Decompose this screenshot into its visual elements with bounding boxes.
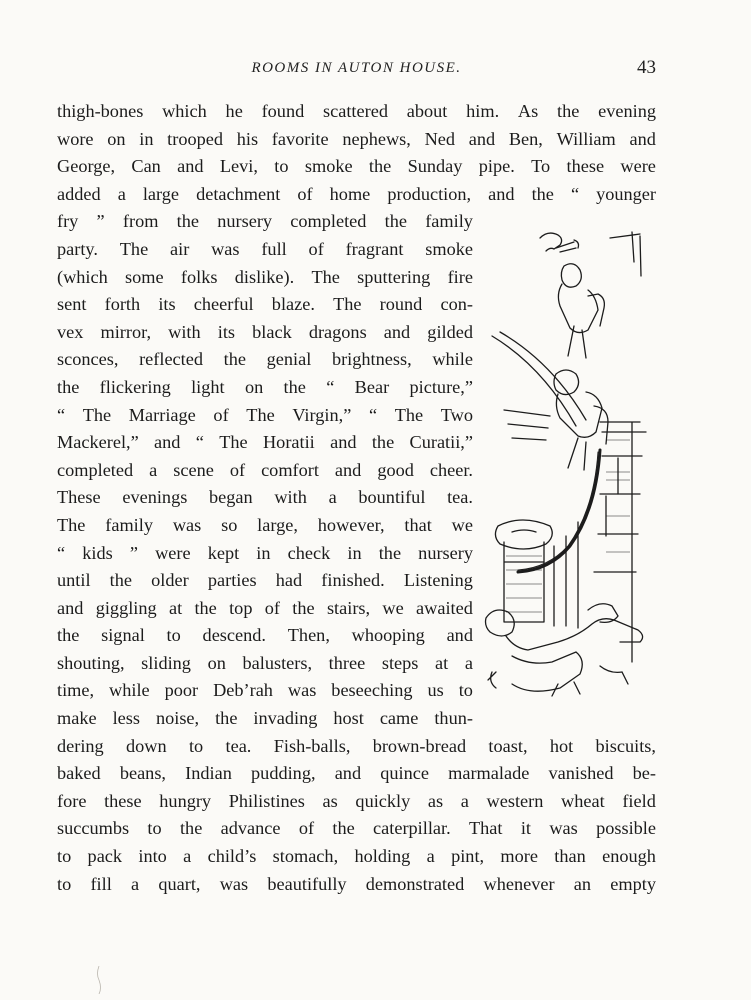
- word: fragrant: [345, 238, 404, 259]
- word: kids: [82, 542, 113, 563]
- word: cheer.: [429, 459, 473, 480]
- word: evenings: [122, 487, 188, 508]
- word: to: [166, 625, 181, 646]
- word: “: [57, 404, 66, 425]
- word: noise,: [155, 708, 200, 729]
- word: Bear: [354, 376, 390, 397]
- word: into: [138, 846, 167, 867]
- word: vex: [57, 321, 84, 342]
- word: three: [328, 652, 366, 673]
- word: quart,: [158, 873, 201, 894]
- word: we: [451, 514, 473, 535]
- text-line: [57, 677, 473, 705]
- word: toast,: [488, 735, 528, 756]
- word: enough: [602, 846, 656, 867]
- word: vanished: [548, 763, 614, 784]
- word: were: [155, 542, 191, 563]
- word: “: [570, 183, 580, 204]
- word: William: [556, 128, 616, 149]
- word: round: [379, 294, 423, 315]
- text-line: [57, 236, 473, 264]
- word: blaze.: [271, 294, 315, 315]
- word: sliding: [141, 652, 191, 673]
- word: and: [468, 128, 496, 149]
- word: descend.: [202, 625, 266, 646]
- word: biscuits,: [595, 735, 656, 756]
- word: scattered: [323, 101, 388, 121]
- word: (which: [57, 266, 108, 287]
- word: demonstrated: [365, 873, 465, 894]
- word: picture,”: [409, 376, 473, 397]
- text-line: [57, 595, 473, 623]
- word: The: [246, 404, 275, 425]
- word: Indian: [185, 763, 232, 784]
- text-line: [57, 788, 656, 816]
- illustration-children-sliding-banister: [482, 226, 654, 704]
- word: sputtering: [357, 266, 431, 287]
- word: came: [379, 708, 419, 729]
- text-line: [57, 319, 473, 347]
- word: the: [179, 818, 203, 839]
- word: a: [149, 459, 158, 480]
- text-line: [57, 346, 473, 374]
- word: fill: [90, 873, 112, 894]
- word: with: [168, 321, 201, 342]
- text-line: [57, 871, 656, 899]
- word: added: [57, 183, 101, 204]
- word: As: [517, 101, 539, 121]
- word: Listening: [403, 570, 473, 591]
- word: cheerful: [193, 294, 254, 315]
- word: to: [57, 846, 72, 867]
- word: folks: [180, 266, 218, 287]
- text-line: [57, 457, 473, 485]
- word: Deb’rah: [213, 680, 273, 701]
- text-line: [57, 540, 473, 568]
- word: was: [287, 680, 317, 701]
- word: the: [176, 211, 199, 232]
- engraving-drawing: [482, 226, 654, 704]
- word: sent: [57, 294, 87, 315]
- text-line: [57, 208, 473, 236]
- word: an: [573, 873, 592, 894]
- word: quince: [380, 763, 429, 784]
- word: to: [274, 156, 289, 177]
- word: pipe.: [478, 156, 515, 177]
- word: forth: [104, 294, 141, 315]
- word: dering: [57, 735, 104, 756]
- word: the: [215, 708, 238, 729]
- word: Two: [440, 404, 473, 425]
- word: ”: [96, 211, 105, 232]
- word: wore: [57, 128, 94, 149]
- word: family: [425, 211, 473, 232]
- word: and: [488, 183, 515, 204]
- word: younger: [596, 183, 656, 204]
- word: of: [297, 183, 313, 204]
- word: genial: [266, 349, 312, 370]
- word: smoke: [304, 156, 353, 177]
- word: as: [322, 790, 338, 811]
- word: whooping: [351, 625, 425, 646]
- word: dislike).: [234, 266, 295, 287]
- word: of: [264, 597, 280, 618]
- word: family: [105, 514, 153, 535]
- word: nursery: [418, 542, 473, 563]
- word: a: [328, 487, 337, 508]
- word: stomach,: [272, 846, 339, 867]
- word: until: [57, 570, 91, 591]
- word: and: [57, 597, 84, 618]
- word: and: [154, 432, 181, 453]
- word: field: [622, 790, 656, 811]
- page-header: [57, 57, 656, 88]
- word: to: [57, 873, 72, 894]
- word: hot: [549, 735, 574, 756]
- text-line: [57, 733, 656, 761]
- word: the: [109, 570, 133, 591]
- text-line: [57, 429, 473, 457]
- word: “: [195, 432, 204, 453]
- word: party.: [57, 238, 98, 259]
- word: of: [308, 238, 324, 259]
- word: with: [274, 487, 307, 508]
- word: awaited: [416, 597, 473, 618]
- word: good: [377, 459, 414, 480]
- word: these: [566, 156, 605, 177]
- word: Ned: [424, 128, 456, 149]
- text-line: [57, 402, 473, 430]
- word: from: [122, 211, 159, 232]
- word: time,: [57, 680, 95, 701]
- word: parties: [207, 570, 257, 591]
- word: in: [139, 128, 154, 149]
- text-line: [57, 181, 656, 209]
- word: which: [162, 101, 207, 121]
- word: thigh-bones: [57, 101, 144, 121]
- text-line: [57, 512, 473, 540]
- word: to: [188, 735, 204, 756]
- word: favorite: [271, 128, 329, 149]
- word: succumbs: [57, 818, 130, 839]
- word: gilded: [427, 321, 473, 342]
- word: about: [406, 101, 448, 121]
- word: con-: [440, 294, 473, 315]
- word: brown-bread: [372, 735, 467, 756]
- word: were: [620, 156, 656, 177]
- word: the: [57, 376, 80, 397]
- word: fry: [57, 211, 79, 232]
- word: these: [104, 790, 142, 811]
- word: empty: [610, 873, 656, 894]
- word: and: [383, 321, 411, 342]
- text-line: [57, 98, 656, 126]
- word: light: [191, 376, 225, 397]
- word: we: [382, 597, 404, 618]
- word: a: [426, 846, 435, 867]
- word: and: [334, 763, 362, 784]
- word: hungry: [159, 790, 212, 811]
- word: check: [287, 542, 331, 563]
- word: the: [378, 542, 402, 563]
- word: the: [368, 156, 392, 177]
- word: Levi,: [219, 156, 258, 177]
- word: beseeching: [331, 680, 413, 701]
- word: tea.: [447, 487, 473, 508]
- word: smoke: [425, 238, 473, 259]
- word: found: [261, 101, 305, 121]
- word: a: [131, 873, 140, 894]
- word: child’s: [207, 846, 257, 867]
- word: quickly: [355, 790, 411, 811]
- word: on: [207, 652, 226, 673]
- word: top: [229, 597, 253, 618]
- text-line: [57, 650, 473, 678]
- word: pudding,: [251, 763, 316, 784]
- word: nursery: [217, 211, 273, 232]
- word: finished.: [321, 570, 385, 591]
- word: and: [334, 459, 362, 480]
- running-title: ROOMS IN AUTON HOUSE.: [251, 60, 462, 76]
- text-line: [57, 705, 473, 733]
- text-line: [57, 264, 473, 292]
- word: on: [244, 376, 264, 397]
- text-line: [57, 374, 473, 402]
- word: The: [119, 238, 149, 259]
- word: the: [371, 432, 395, 453]
- word: a: [464, 652, 473, 673]
- word: Mackerel,”: [57, 432, 139, 453]
- word: make: [57, 708, 97, 729]
- word: The: [311, 266, 340, 287]
- word: he: [225, 101, 243, 121]
- word: of: [213, 404, 229, 425]
- word: Virgin,”: [292, 404, 352, 425]
- word: comfort: [261, 459, 319, 480]
- word: began: [209, 487, 253, 508]
- text-line: [57, 843, 656, 871]
- word: “: [326, 376, 335, 397]
- word: completed: [57, 459, 134, 480]
- word: The: [82, 404, 112, 425]
- word: down: [126, 735, 167, 756]
- word: bountiful: [358, 487, 426, 508]
- word: it: [520, 818, 531, 839]
- word: production,: [387, 183, 472, 204]
- word: the: [57, 625, 80, 646]
- word: its: [217, 321, 236, 342]
- word: Marriage: [128, 404, 196, 425]
- page-number: 43: [637, 57, 656, 78]
- word: beans,: [119, 763, 167, 784]
- word: to: [458, 680, 473, 701]
- word: had: [275, 570, 303, 591]
- word: was: [219, 873, 249, 894]
- word: beautifully: [267, 873, 347, 894]
- word: caterpillar.: [373, 818, 451, 839]
- word: possible: [596, 818, 656, 839]
- word: air: [170, 238, 190, 259]
- word: scene: [173, 459, 214, 480]
- word: and: [177, 156, 204, 177]
- word: fire: [447, 266, 473, 287]
- word: reflected: [139, 349, 204, 370]
- word: was: [549, 818, 578, 839]
- word: invading: [253, 708, 318, 729]
- word: George,: [57, 156, 116, 177]
- word: older: [151, 570, 189, 591]
- word: steps: [381, 652, 419, 673]
- word: on: [107, 128, 126, 149]
- word: pint,: [451, 846, 485, 867]
- word: in: [347, 542, 362, 563]
- word: ”: [129, 542, 138, 563]
- word: thun-: [434, 708, 473, 729]
- word: To: [531, 156, 551, 177]
- word: the: [531, 183, 554, 204]
- word: full: [261, 238, 287, 259]
- word: that: [404, 514, 432, 535]
- word: pack: [87, 846, 123, 867]
- word: a: [460, 790, 469, 811]
- word: than: [554, 846, 586, 867]
- word: marmalade: [448, 763, 530, 784]
- word: The: [57, 514, 86, 535]
- word: was: [211, 238, 240, 259]
- text-line: [57, 126, 656, 154]
- word: and: [446, 625, 473, 646]
- word: the: [557, 101, 580, 121]
- word: completed: [290, 211, 367, 232]
- word: baked: [57, 763, 101, 784]
- word: The: [219, 432, 248, 453]
- word: while: [109, 680, 150, 701]
- word: his: [236, 128, 259, 149]
- word: dragons: [308, 321, 367, 342]
- word: however,: [317, 514, 385, 535]
- word: flickering: [99, 376, 171, 397]
- word: host: [333, 708, 364, 729]
- word: to: [147, 818, 162, 839]
- word: a: [183, 846, 192, 867]
- word: mirror,: [100, 321, 152, 342]
- word: kept: [207, 542, 240, 563]
- word: shouting,: [57, 652, 125, 673]
- word: less: [112, 708, 140, 729]
- word: detachment: [196, 183, 281, 204]
- word: evening: [598, 101, 656, 121]
- word: trooped: [167, 128, 224, 149]
- word: poor: [164, 680, 199, 701]
- word: him.: [466, 101, 500, 121]
- word: its: [158, 294, 176, 315]
- word: large,: [257, 514, 298, 535]
- word: sconces,: [57, 349, 119, 370]
- word: brightness,: [331, 349, 412, 370]
- text-line: [57, 291, 473, 319]
- word: Philistines: [228, 790, 305, 811]
- word: more: [500, 846, 538, 867]
- word: the: [194, 597, 217, 618]
- word: of: [229, 459, 246, 480]
- word: wheat: [561, 790, 605, 811]
- text-line: [57, 622, 473, 650]
- word: a: [117, 183, 126, 204]
- text-line: [57, 153, 656, 181]
- word: giggling: [95, 597, 157, 618]
- word: while: [432, 349, 473, 370]
- word: Sunday: [407, 156, 463, 177]
- text-line: [57, 567, 473, 595]
- word: so: [221, 514, 238, 535]
- word: Then,: [287, 625, 330, 646]
- word: The: [394, 404, 424, 425]
- word: the: [384, 211, 407, 232]
- word: home: [329, 183, 371, 204]
- word: fore: [57, 790, 87, 811]
- word: tea.: [225, 735, 252, 756]
- text-line: [57, 760, 656, 788]
- word: The: [333, 294, 362, 315]
- word: and: [330, 432, 357, 453]
- text-line: [57, 484, 473, 512]
- word: large: [142, 183, 180, 204]
- word: be-: [632, 763, 656, 784]
- word: signal: [101, 625, 145, 646]
- word: advance: [220, 818, 281, 839]
- word: the: [283, 376, 306, 397]
- word: That: [469, 818, 503, 839]
- word: black: [252, 321, 292, 342]
- word: at: [435, 652, 449, 673]
- paper-mark: [96, 966, 102, 994]
- word: some: [125, 266, 164, 287]
- word: holding: [354, 846, 411, 867]
- word: These: [57, 487, 101, 508]
- word: Ben,: [508, 128, 543, 149]
- word: and: [629, 128, 656, 149]
- word: “: [368, 404, 378, 425]
- word: Curatii,”: [409, 432, 473, 453]
- word: Horatii: [262, 432, 315, 453]
- word: western: [486, 790, 544, 811]
- word: Can: [131, 156, 161, 177]
- word: in: [256, 542, 271, 563]
- word: whenever: [483, 873, 555, 894]
- word: “: [57, 542, 66, 563]
- word: Fish-balls,: [273, 735, 351, 756]
- word: as: [427, 790, 444, 811]
- word: stairs,: [326, 597, 371, 618]
- word: was: [172, 514, 202, 535]
- word: us: [427, 680, 444, 701]
- word: the: [292, 597, 315, 618]
- word: the: [223, 349, 246, 370]
- paper-mark-drawing: [96, 966, 102, 994]
- word: nephews,: [342, 128, 411, 149]
- word: the: [332, 818, 355, 839]
- text-line: [57, 815, 656, 843]
- word: at: [168, 597, 183, 618]
- word: balusters,: [242, 652, 313, 673]
- word: of: [298, 818, 315, 839]
